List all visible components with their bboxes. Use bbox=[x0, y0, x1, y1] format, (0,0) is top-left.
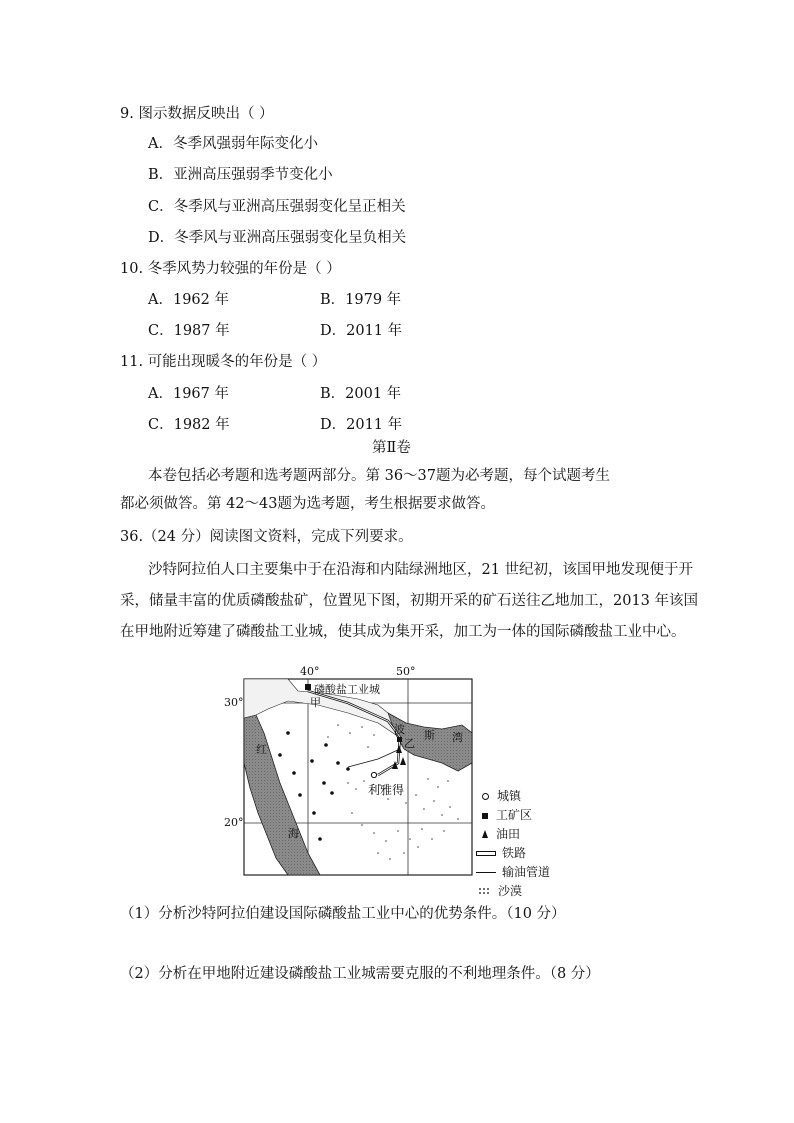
hai-label: 海 bbox=[288, 827, 299, 840]
legend-desert: 沙漠 bbox=[478, 884, 522, 898]
riyadh-label: 利雅得 bbox=[368, 783, 405, 797]
q10-stem: 10. 冬季风势力较强的年份是（ ） bbox=[120, 261, 341, 277]
q9-option-c: C．冬季风与亚洲高压强弱变化呈正相关 bbox=[148, 199, 406, 215]
oilfield-icon bbox=[482, 830, 488, 838]
yi-label: 乙 bbox=[404, 737, 415, 750]
q9-stem: 9. 图示数据反映出（ ） bbox=[120, 106, 274, 122]
legend-oilfield: 油田 bbox=[482, 827, 520, 841]
q36-passage-line-3: 在甲地附近筹建了磷酸盐工业城，使其成为集开采，加工为一体的国际磷酸盐工业中心。 bbox=[120, 624, 686, 640]
hong-label: 红 bbox=[256, 743, 267, 756]
desert-icon bbox=[478, 887, 490, 895]
saudi-arabia-map bbox=[224, 663, 568, 898]
q36-sub1: （1）分析沙特阿拉伯建设国际磷酸盐工业中心的优势条件。（10 分） bbox=[120, 906, 566, 922]
q11-option-a: A．1967 年 bbox=[148, 386, 229, 402]
q10-option-a: A．1962 年 bbox=[148, 292, 229, 308]
industrial-city-label: 磷酸盐工业城 bbox=[314, 683, 380, 696]
section-title: 第Ⅱ卷 bbox=[372, 440, 411, 456]
q10-option-b: B．1979 年 bbox=[320, 292, 402, 308]
q36-passage-line-1: 沙特阿拉伯人口主要集中于在沿海和内陆绿洲地区，21 世纪初，该国甲地发现便于开 bbox=[148, 562, 694, 578]
q36-passage-line-2: 采，储量丰富的优质磷酸盐矿，位置见下图，初期开采的矿石送往乙地加工，2013 年该国 bbox=[120, 593, 699, 609]
lon-label-40: 40° bbox=[300, 665, 320, 678]
riyadh-town bbox=[371, 772, 376, 777]
section-intro-line-1: 本卷包括必考题和选考题两部分。第 36～37题为必考题，每个试题考生 bbox=[148, 468, 611, 484]
lat-label-30: 30° bbox=[224, 696, 244, 709]
q11-option-b: B．2001 年 bbox=[320, 386, 402, 402]
q11-stem: 11. 可能出现暖冬的年份是（ ） bbox=[120, 354, 327, 370]
q10-option-d: D．2011 年 bbox=[320, 323, 403, 339]
q9-option-a: A．冬季风强弱年际变化小 bbox=[148, 136, 318, 152]
bo-label: 波 bbox=[394, 723, 405, 736]
section-intro-line-2: 都必须做答。第 42～43题为选考题，考生根据要求做答。 bbox=[120, 496, 496, 512]
yi-industrial-marker bbox=[397, 737, 402, 742]
railway-icon bbox=[476, 851, 496, 856]
q36-stem: 36.（24 分）阅读图文资料，完成下列要求。 bbox=[120, 529, 413, 545]
legend-industrial: 工矿区 bbox=[482, 808, 532, 822]
wan-label: 湾 bbox=[452, 731, 463, 744]
lon-label-50: 50° bbox=[396, 665, 416, 678]
q9-option-b: B．亚洲高压强弱季节变化小 bbox=[148, 167, 333, 183]
q9-option-d: D．冬季风与亚洲高压强弱变化呈负相关 bbox=[148, 230, 407, 246]
town-icon bbox=[482, 793, 489, 800]
q11-option-c: C．1982 年 bbox=[148, 417, 230, 433]
industrial-icon bbox=[482, 813, 488, 819]
q36-sub2: （2）分析在甲地附近建设磷酸盐工业城需要克服的不利地理条件。（8 分） bbox=[120, 966, 600, 982]
legend-railway: 铁路 bbox=[476, 846, 526, 860]
pipeline-icon bbox=[476, 872, 496, 873]
jia-label: 甲 bbox=[310, 696, 321, 709]
si-label: 斯 bbox=[424, 729, 435, 742]
q11-option-d: D．2011 年 bbox=[320, 417, 403, 433]
q10-option-c: C．1987 年 bbox=[148, 323, 230, 339]
legend-pipeline: 输油管道 bbox=[476, 865, 550, 879]
industrial-city-marker bbox=[305, 684, 311, 690]
lat-label-20: 20° bbox=[224, 816, 244, 829]
legend-town: 城镇 bbox=[482, 789, 521, 803]
